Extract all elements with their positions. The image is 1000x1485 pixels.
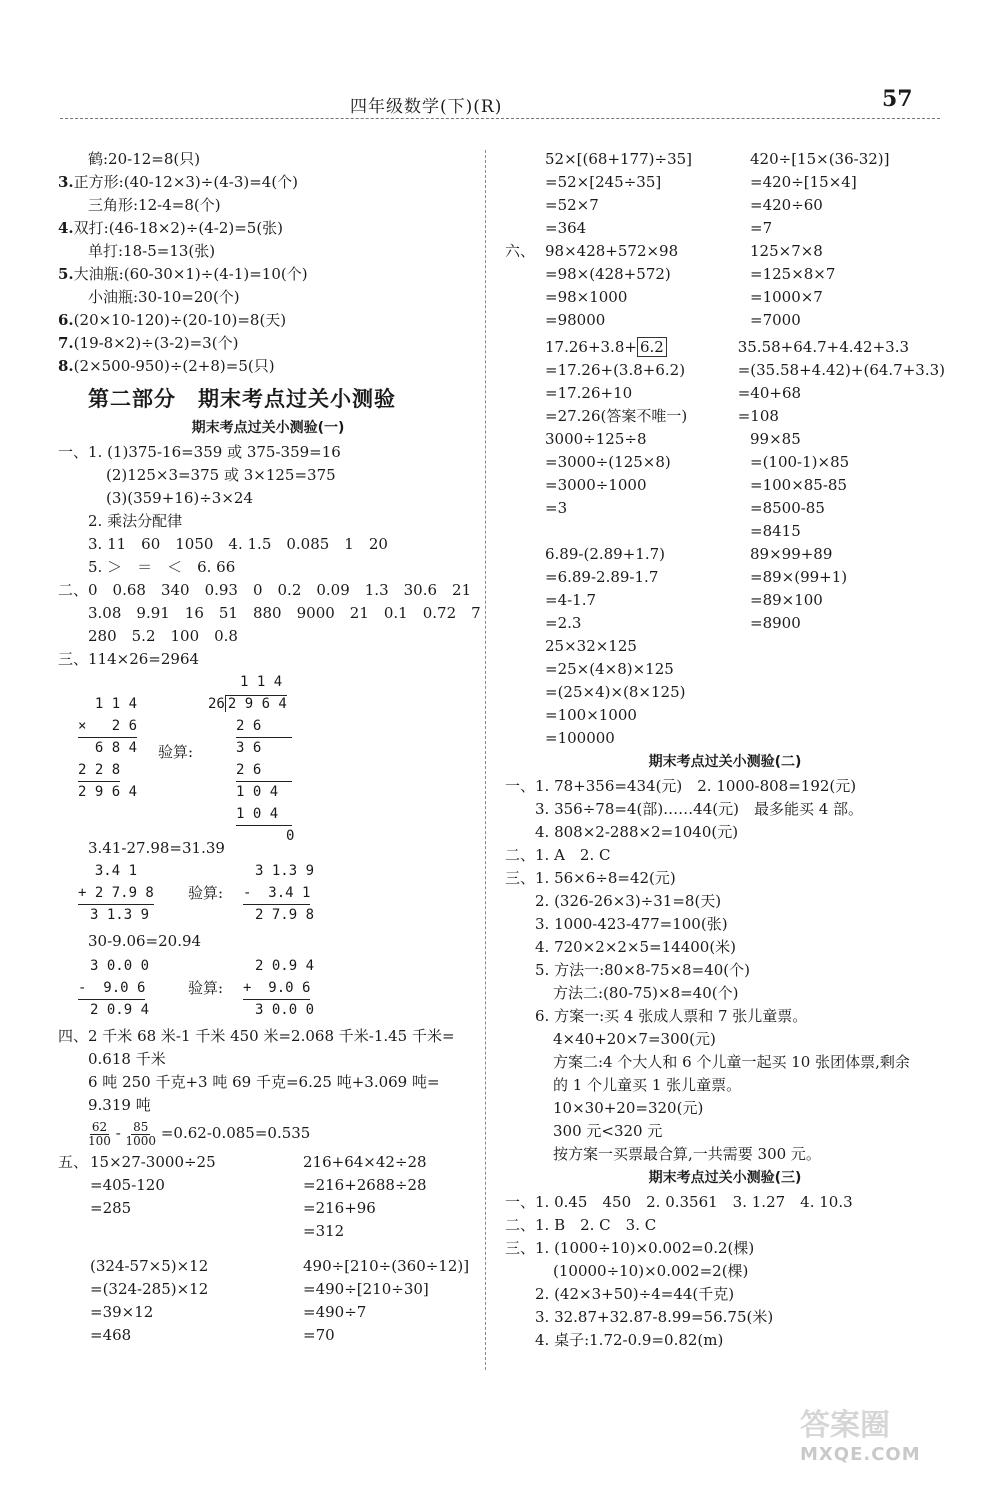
item-number: 7. (58, 334, 74, 352)
calc-row: 3 0.0 0 (255, 1002, 315, 1018)
calc-step: =52×7 (545, 196, 599, 214)
fraction-result: =0.62-0.085=0.535 (160, 1124, 311, 1142)
mult-row: 2 2 8 (78, 759, 120, 782)
calc-step: 6.89-(2.89+1.7) (545, 545, 665, 563)
answer-line (58, 464, 478, 487)
answer-line (58, 286, 478, 309)
calc-step: =40+68 (737, 384, 802, 402)
fraction: $\frac{62}{100}$ (88, 1119, 111, 1148)
multiplication-block (78, 693, 137, 803)
calc-step: 89×99+89 (750, 545, 833, 563)
calc-step: =3000÷1000 (545, 476, 647, 494)
section-five-label: 五、 (58, 1153, 89, 1171)
answer-text: 一、1. 0.45 450 2. 0.3561 3. 1.27 4. 10.3 (505, 1193, 853, 1211)
item-number: 5. (58, 265, 74, 283)
answer-line (58, 579, 478, 602)
mult-row: 1 1 4 (78, 696, 138, 712)
calc-step: =100×85-85 (750, 476, 848, 494)
answer-line (505, 1143, 945, 1166)
calc-step: =98000 (545, 311, 606, 329)
calc-step: =468 (90, 1326, 132, 1344)
calc-row: 3 1.3 9 (90, 907, 150, 923)
answer-line (58, 171, 478, 194)
answer-text: (19-8×2)÷(3-2)=3(个) (73, 334, 239, 352)
calc-step: =98×(428+572) (545, 265, 671, 283)
calc-step: =405-120 (90, 1176, 165, 1194)
five-a (90, 1151, 216, 1243)
calc-row: - 3.4 1 (243, 882, 310, 905)
calc-step: =285 (90, 1199, 132, 1217)
calc-step: =490÷[210÷30] (303, 1280, 429, 1298)
right-row5 (505, 520, 945, 635)
calc-step: 125×7×8 (750, 242, 823, 260)
answer-text: 小油瓶:30-10=20(个) (88, 288, 240, 306)
sub2-equation: 30-9.06=20.94 (88, 932, 202, 950)
calc-row: + 9.0 6 (243, 977, 310, 1000)
answer-text: 0.618 千米 (88, 1050, 166, 1068)
test1-answers (58, 441, 481, 671)
calc-row: 2 0.9 4 (90, 1002, 150, 1018)
answer-text: 9.319 吨 (88, 1096, 151, 1114)
answer-line (58, 148, 478, 171)
calc-step: =2.3 (545, 614, 582, 632)
vertical-calc-multiply (78, 671, 478, 844)
answer-text: 单打:18-5=13(张) (88, 242, 216, 260)
div-step: 0 (286, 828, 295, 844)
section-six-label: 六、 (505, 242, 536, 260)
header-rule (60, 118, 940, 119)
calc-step: =39×12 (90, 1303, 154, 1321)
check-label: 验算: (188, 979, 224, 997)
answer-line (505, 1097, 945, 1120)
answer-text: 6 吨 250 千克+3 吨 69 千克=6.25 吨+3.069 吨= (88, 1073, 440, 1091)
answer-line (505, 1306, 945, 1329)
answer-line (505, 844, 945, 867)
answer-line (58, 263, 478, 286)
answer-text: 3. 1000-423-477=100(张) (535, 915, 728, 933)
section-five-row2 (58, 1255, 478, 1347)
answer-line (505, 775, 945, 798)
mult-row: × 2 6 (78, 715, 137, 738)
answer-line (505, 1283, 945, 1306)
answer-text: 4. 720×2×2×5=14400(米) (535, 938, 737, 956)
calc-step: =25×(4×8)×125 (545, 660, 674, 678)
calc-step: =216+96 (303, 1199, 376, 1217)
calc-row: 3 0.0 0 (90, 958, 150, 974)
answer-line (58, 648, 478, 671)
answer-line (58, 533, 478, 556)
calc-step: =17.26+(3.8+6.2) (545, 361, 686, 379)
answer-line (505, 1214, 945, 1237)
calc-step: =(100-1)×85 (750, 453, 850, 471)
expr: 17.26+3.8+ (545, 338, 637, 356)
watermark-logo: 答案圈 (800, 1408, 890, 1443)
calc-step: =8900 (750, 614, 801, 632)
section-four-answers (58, 1025, 478, 1117)
calc-step: =8500-85 (750, 499, 825, 517)
answer-line (58, 625, 478, 648)
item-number: 3. (58, 173, 74, 191)
answer-line (505, 1051, 945, 1074)
calc-row: 2 0.9 4 (255, 958, 315, 974)
answer-line (505, 1260, 945, 1283)
answer-text: 三、114×26=2964 (58, 650, 200, 668)
right-row3 (505, 336, 945, 428)
calc-step: =3 (545, 499, 568, 517)
fraction-line: $\frac{62}{100}$ - $\frac{85}{1000}$ =0.62-0.085=0.535 (88, 1119, 311, 1148)
answer-line (505, 913, 945, 936)
calc-step: =1000×7 (750, 288, 823, 306)
test1-title: 期末考点过关小测验(一) (191, 420, 345, 436)
answer-text: 三、1. (1000÷10)×0.002=0.2(棵) (505, 1239, 755, 1257)
answer-text: 2. (42×3+50)÷4=44(千克) (535, 1285, 735, 1303)
answer-line (505, 982, 945, 1005)
div-step: 1 0 4 (236, 803, 292, 826)
answer-line (505, 1120, 945, 1143)
calc-row: 3.4 1 (78, 863, 138, 879)
check-label: 验算: (188, 884, 224, 902)
calc-step: 490÷[210÷(360÷12)] (303, 1257, 470, 1275)
calc-step: =4-1.7 (545, 591, 597, 609)
answer-text: 3. 32.87+32.87-8.99=56.75(米) (535, 1308, 774, 1326)
calc-row: + 2 7.9 8 (78, 882, 154, 905)
answer-text: 二、0 0.68 340 0.93 0 0.2 0.09 1.3 30.6 21 (58, 581, 472, 599)
calc-step: =89×100 (750, 591, 823, 609)
calc-step: =108 (737, 407, 779, 425)
answer-text: 方法二:(80-75)×8=40(个) (553, 984, 739, 1002)
div-step: 2 6 (236, 715, 292, 738)
calc-step: =27.26(答案不唯一) (545, 407, 688, 425)
calc-step: =(25×4)×(8×125) (545, 683, 686, 701)
fraction: $\frac{85}{1000}$ (125, 1119, 157, 1148)
calc-step: =125×8×7 (750, 265, 836, 283)
answer-text: 3.08 9.91 16 51 880 9000 21 0.1 0.72 7 (88, 604, 481, 622)
answer-text: 一、1. 78+356=434(元) 2. 1000-808=192(元) (505, 777, 857, 795)
answer-text: 5. ＞ ＝ ＜ 6. 66 (88, 558, 236, 576)
answer-text: 三角形:12-4=8(个) (88, 196, 221, 214)
answer-line (505, 1028, 945, 1051)
answer-line (58, 1025, 478, 1048)
calc-step: 52×[(68+177)÷35] (545, 150, 693, 168)
div-dividend: 2 9 6 4 (225, 695, 287, 712)
check-label: 验算: (158, 743, 194, 761)
div-step: 2 6 (236, 759, 292, 782)
answer-text: 4×40+20×7=300(元) (553, 1030, 716, 1048)
answer-line (58, 1094, 478, 1117)
answer-line (505, 867, 945, 890)
boxed-number: 6.2 (637, 337, 667, 357)
calc-step: =89×(99+1) (750, 568, 848, 586)
test3-title: 期末考点过关小测验(三) (648, 1170, 802, 1186)
five-b (303, 1151, 478, 1243)
long-division-block (208, 671, 294, 847)
answer-line (505, 1005, 945, 1028)
answer-text: 2. (326-26×3)÷31=8(天) (535, 892, 722, 910)
calc-step: =490÷7 (303, 1303, 367, 1321)
five-d (303, 1255, 478, 1347)
watermark-site: MXQE.COM (800, 1444, 921, 1465)
calc-step: =100000 (545, 729, 615, 747)
sub1-equation: 3.41-27.98=31.39 (88, 839, 225, 857)
answer-line (58, 1048, 478, 1071)
answer-text: 双打:(46-18×2)÷(4-2)=5(张) (73, 219, 284, 237)
answer-text: 280 5.2 100 0.8 (88, 627, 238, 645)
calc-step: 25×32×125 (545, 637, 637, 655)
part-title: 第二部分 期末考点过关小测验 (88, 387, 396, 411)
answer-text: 6. 方案一:买 4 张成人票和 7 张儿童票。 (535, 1007, 808, 1025)
answer-line (58, 217, 478, 240)
calc-step: =6.89-2.89-1.7 (545, 568, 659, 586)
answer-line (58, 240, 478, 263)
five-c (58, 1255, 303, 1347)
div-quotient: 1 1 4 (240, 674, 283, 690)
answer-text: 鹤:20-12=8(只) (88, 150, 201, 168)
calc-step: (324-57×5)×12 (90, 1257, 209, 1275)
calc-step: =3000÷(125×8) (545, 453, 671, 471)
calc-step: =312 (303, 1222, 345, 1240)
div-divisor: 26 (208, 696, 225, 712)
answer-line (58, 332, 478, 355)
left-top-answers (58, 148, 478, 378)
calc-step: =420÷60 (750, 196, 823, 214)
calc-step: =52×[245÷35] (545, 173, 662, 191)
answer-text: (20×10-120)÷(20-10)=8(天) (73, 311, 287, 329)
mult-row: 2 9 6 4 (78, 784, 138, 800)
answer-text: 3. 356÷78=4(部)……44(元) 最多能买 4 部。 (535, 800, 864, 818)
answer-text: (3)(359+16)÷3×24 (106, 489, 254, 507)
answer-line (58, 194, 478, 217)
calc-step: 3000÷125÷8 (545, 430, 647, 448)
right-row2 (505, 240, 945, 332)
answer-line (505, 798, 945, 821)
answer-text: 的 1 个儿童买 1 张儿童票。 (553, 1076, 742, 1094)
answer-text: 10×30+20=320(元) (553, 1099, 704, 1117)
answer-line (58, 309, 478, 332)
calc-step: =420÷[15×4] (750, 173, 857, 191)
left-column (58, 148, 481, 1347)
vertical-calc-sub2 (78, 953, 478, 1025)
test2-title: 期末考点过关小测验(二) (648, 754, 802, 770)
item-number: 8. (58, 357, 74, 375)
calc-step: =98×1000 (545, 288, 628, 306)
answer-line (58, 355, 478, 378)
right-row6 (505, 635, 945, 750)
answer-text: 3. 11 60 1050 4. 1.5 0.085 1 20 (88, 535, 388, 553)
calc-step: =8415 (750, 522, 801, 540)
answer-text: 正方形:(40-12×3)÷(4-3)=4(个) (73, 173, 299, 191)
answer-line (505, 1191, 945, 1214)
answer-line (58, 602, 481, 625)
calc-row: 2 7.9 8 (255, 907, 315, 923)
answer-line (505, 959, 945, 982)
answer-text: 5. 方法一:80×8-75×8=40(个) (535, 961, 750, 979)
calc-step: 15×27-3000÷25 (90, 1153, 216, 1171)
answer-text: 三、1. 56×6÷8=42(元) (505, 869, 676, 887)
calc-step: =7 (750, 219, 773, 237)
calc-step: =7000 (750, 311, 801, 329)
answer-line (58, 556, 478, 579)
calc-step: =17.26+10 (545, 384, 633, 402)
answer-text: (10000÷10)×0.002=2(棵) (553, 1262, 749, 1280)
mult-row: 6 8 4 (78, 740, 138, 756)
div-step: 3 6 (236, 740, 262, 756)
calc-row: 3 1.3 9 (255, 863, 315, 879)
calc-step: =(324-285)×12 (90, 1280, 209, 1298)
answer-line (505, 821, 945, 844)
section-five-row1 (58, 1151, 478, 1243)
column-divider (485, 150, 486, 1370)
answer-text: 4. 桌子:1.72-0.9=0.82(m) (535, 1331, 724, 1349)
calc-step: =364 (545, 219, 587, 237)
calc-step: =100×1000 (545, 706, 637, 724)
calc-step: 98×428+572×98 (545, 242, 679, 260)
answer-line (505, 1329, 945, 1352)
watermark (800, 1400, 980, 1470)
test3-answers (505, 1191, 945, 1352)
answer-line (58, 441, 478, 464)
test2-answers (505, 775, 945, 1166)
answer-text: 按方案一买票最合算,一共需要 300 元。 (553, 1145, 821, 1163)
page-number: 57 (882, 86, 913, 112)
answer-text: 二、1. B 2. C 3. C (505, 1216, 657, 1234)
calc-step: =216+2688÷28 (303, 1176, 427, 1194)
answer-text: 4. 808×2-288×2=1040(元) (535, 823, 739, 841)
answer-text: 2. 乘法分配律 (88, 512, 183, 530)
calc-step: 99×85 (750, 430, 801, 448)
answer-line (505, 1074, 945, 1097)
item-number: 6. (58, 311, 74, 329)
item-number: 4. (58, 219, 74, 237)
calc-step: =70 (303, 1326, 335, 1344)
answer-text: 方案二:4 个大人和 6 个儿童一起买 10 张团体票,剩余 (553, 1053, 910, 1071)
answer-text: 一、1. (1)375-16=359 或 375-359=16 (58, 443, 341, 461)
answer-line (58, 1071, 478, 1094)
calc-step: 35.58+64.7+4.42+3.3 (737, 338, 910, 356)
calc-step: 420÷[15×(36-32)] (750, 150, 890, 168)
calc-step: =(35.58+4.42)+(64.7+3.3) (737, 361, 945, 379)
answer-text: 四、2 千米 68 米-1 千米 450 米=2.068 千米-1.45 千米= (58, 1027, 455, 1045)
answer-text: 大油瓶:(60-30×1)÷(4-1)=10(个) (73, 265, 308, 283)
answer-line (505, 936, 945, 959)
calc-step: 216+64×42÷28 (303, 1153, 427, 1171)
vertical-calc-sub1 (78, 860, 478, 930)
header-title: 四年级数学(下)(R) (350, 97, 503, 117)
calc-row: - 9.0 6 (78, 977, 145, 1000)
answer-text: (2)125×3=375 或 3×125=375 (106, 466, 336, 484)
answer-text: (2×500-950)÷(2+8)=5(只) (73, 357, 275, 375)
answer-text: 二、1. A 2. C (505, 846, 611, 864)
div-step: 1 0 4 (236, 784, 279, 800)
right-column (505, 148, 945, 1352)
answer-line (505, 1237, 945, 1260)
answer-text: 300 元<320 元 (553, 1122, 663, 1140)
answer-line (58, 487, 478, 510)
right-row1 (505, 148, 945, 240)
answer-line (505, 890, 945, 913)
answer-line (58, 510, 478, 533)
